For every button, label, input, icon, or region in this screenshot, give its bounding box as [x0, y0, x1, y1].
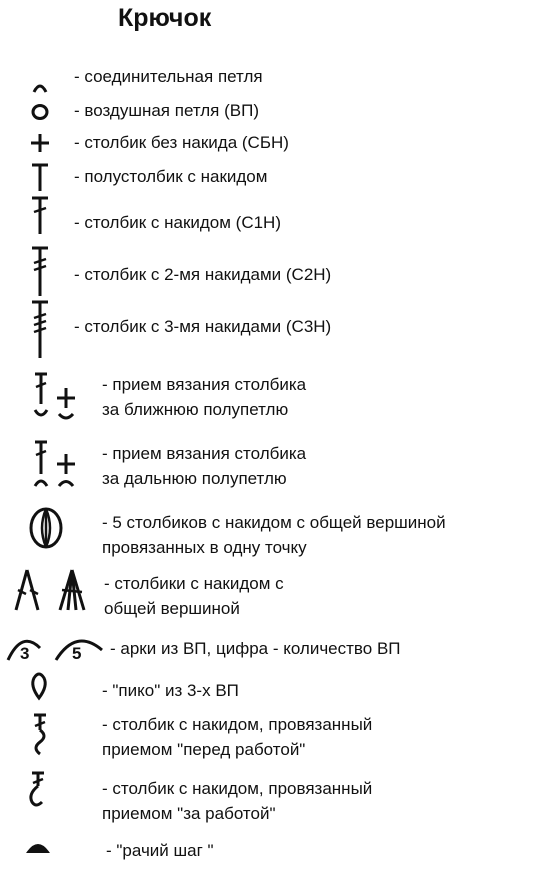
legend-item-double-treble-crochet: - столбик с 3-мя накидами (С3Н) — [74, 317, 332, 336]
front-post-stitch-icon — [28, 712, 52, 758]
half-double-crochet-icon — [28, 163, 52, 193]
double-crochet-icon — [28, 196, 52, 236]
front-loop-stitch-icon — [28, 372, 82, 422]
legend-item-reverse-single-crochet: - "рачий шаг " — [106, 841, 214, 860]
reverse-single-crochet-icon — [26, 840, 50, 854]
slip-stitch-icon — [30, 80, 50, 94]
legend-item-treble-crochet: - столбик с 2-мя накидами (С2Н) — [74, 265, 332, 284]
chain-arch-icon — [4, 628, 108, 664]
bobble-stitch-icon — [26, 506, 66, 550]
legend-item-double-crochet: - столбик с накидом (С1Н) — [74, 213, 281, 232]
treble-crochet-icon — [28, 246, 52, 298]
arch-number-3: 3 — [20, 644, 30, 663]
single-crochet-icon — [28, 132, 52, 154]
legend-item-single-crochet: - столбик без накида (СБН) — [74, 133, 289, 152]
legend-item-chain-arch: - арки из ВП, цифра - количество ВП — [110, 639, 401, 658]
arch-number-5: 5 — [72, 644, 82, 663]
back-post-stitch-icon — [24, 770, 50, 810]
legend-item-bobble: - 5 столбиков с накидом с общей вершиной провязанных в одну точку — [102, 513, 446, 557]
chain-stitch-icon — [30, 102, 50, 122]
legend-item-cluster: - столбики с накидом с общей вершиной — [104, 574, 284, 618]
legend-item-back-loop: - прием вязания столбика за дальнюю полупетлю — [102, 444, 307, 488]
picot-icon — [28, 672, 50, 700]
legend-item-front-post: - столбик с накидом, провязанный приемом "перед работой" — [102, 715, 373, 759]
legend-item-back-post: - столбик с накидом, провязанный приемом "за работой" — [102, 779, 373, 823]
legend-item-slip-stitch: - соединительная петля — [74, 67, 263, 86]
legend-item-front-loop: - прием вязания столбика за ближнюю полупетлю — [102, 375, 307, 419]
page-title: Крючок — [118, 4, 212, 32]
double-treble-crochet-icon — [28, 300, 52, 360]
cluster-stitch-icon — [12, 568, 92, 612]
back-loop-stitch-icon — [28, 440, 82, 488]
legend-item-half-double-crochet: - полустолбик с накидом — [74, 167, 268, 186]
legend-item-picot: - "пико" из 3-х ВП — [102, 681, 239, 700]
legend-item-chain-stitch: - воздушная петля (ВП) — [74, 101, 259, 120]
